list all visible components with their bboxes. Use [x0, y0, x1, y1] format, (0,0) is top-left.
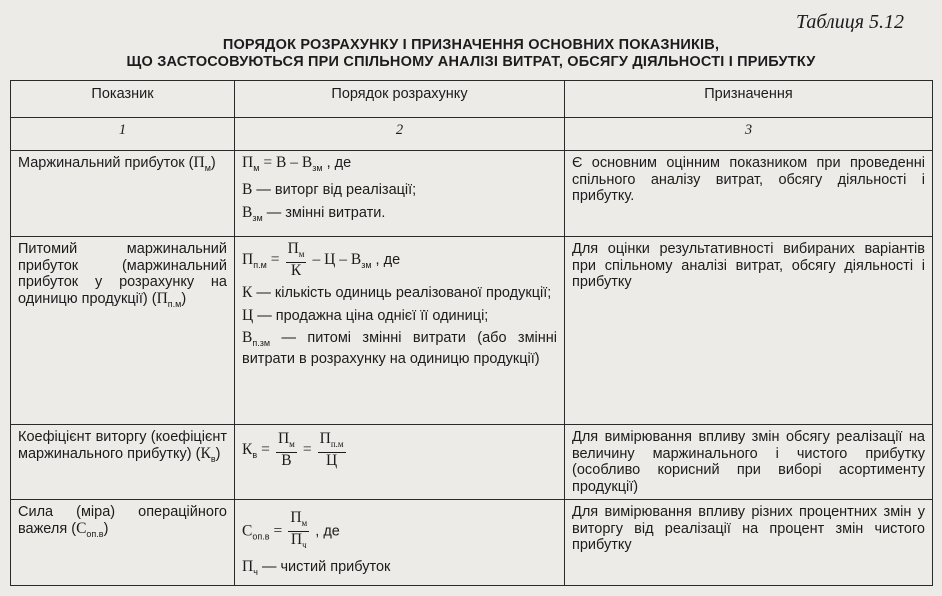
col-index-3: 3 — [565, 118, 933, 151]
def-symbol: К — [242, 284, 253, 302]
fraction-numerator-sub: м — [289, 439, 295, 450]
formula-rest: – Ц – В — [312, 250, 362, 268]
formula-lhs-sub: в — [252, 449, 258, 460]
formula-eq: = — [261, 440, 270, 458]
fraction-numerator-sub: м — [298, 249, 305, 260]
table-caption: Таблиця 5.12 — [796, 11, 904, 33]
indicator-cell: Маржинальний прибуток $(П_м)$ — [11, 151, 235, 237]
calculation-cell — [235, 500, 565, 586]
fraction — [276, 431, 297, 469]
def-text: — виторг від реалізації; — [256, 182, 417, 199]
def-symbol: В — [242, 329, 253, 347]
def-text: — змінні витрати. — [266, 204, 386, 221]
fraction-numerator: П — [287, 240, 299, 257]
indicator-name: Питомий маржинальний прибуток (маржинальний прибуток у розрахунку на одиницю продукції) — [18, 241, 227, 307]
indicator-symbol: П — [193, 154, 205, 171]
formula — [242, 155, 557, 176]
indicator-symbol: К — [200, 444, 211, 462]
fraction — [288, 510, 309, 553]
definition — [242, 285, 557, 302]
def-symbol-sub: зм — [252, 212, 263, 223]
indicator-symbol-sub: в — [210, 453, 216, 464]
definition — [242, 308, 557, 325]
formula-lhs-sub: оп.в — [252, 531, 270, 542]
formula-lhs: П — [242, 250, 254, 268]
table-title-line-2: ЩО ЗАСТОСОВУЮТЬСЯ ПРИ СПІЛЬНОМУ АНАЛІЗІ ВИТРАТ, ОБСЯГУ ДІЯЛЬНОСТІ І ПРИБУТКУ — [126, 54, 816, 70]
formula-eq: = — [273, 522, 283, 540]
def-symbol: В — [242, 181, 253, 199]
formula-rest-sub: зм — [361, 259, 372, 270]
indicator-name: Маржинальний прибуток — [18, 155, 185, 171]
definition — [242, 559, 557, 580]
indicator-symbol-sub: п.м — [167, 298, 182, 309]
formula-lhs: К — [242, 440, 253, 458]
formula-lhs-sub: п.м — [253, 259, 267, 270]
indicator-name: Сила (міра) операційного важеля — [18, 504, 227, 537]
table-row — [11, 425, 933, 500]
indicator-symbol-sub: м — [204, 162, 211, 173]
def-symbol-sub: ч — [253, 567, 258, 578]
fraction-denominator: В — [281, 452, 292, 470]
col-index-1: 1 — [11, 118, 235, 151]
fraction-numerator: П — [277, 430, 290, 447]
def-text: — продажна ціна однієї її одиниці; — [257, 307, 489, 324]
fraction-numerator: П — [290, 509, 302, 526]
formula-rhs-sub: зм — [312, 162, 323, 173]
fraction-denominator: Ц — [326, 452, 338, 470]
formula — [242, 510, 557, 553]
header-calculation: Порядок розрахунку — [235, 81, 565, 118]
formula-lhs: С — [242, 522, 253, 540]
fraction-denominator-sub: ч — [302, 540, 307, 551]
formula-rhs: = В – В — [263, 154, 313, 171]
indicator-symbol-sub: оп.в — [86, 528, 104, 539]
fraction-denominator: П — [290, 531, 303, 549]
fraction-denominator: К — [290, 262, 302, 280]
def-text: — кількість одиниць реалізованої продукції; — [256, 285, 552, 302]
def-symbol-sub: п.зм — [252, 337, 271, 348]
formula-lhs: П — [242, 154, 254, 171]
formula — [242, 431, 557, 469]
indicator-symbol: С — [76, 519, 87, 537]
formula-tail: , де — [315, 523, 340, 540]
formula-eq: = — [270, 250, 280, 268]
definition — [242, 182, 557, 199]
col-index-2: 2 — [235, 118, 565, 151]
formula-tail: , де — [326, 155, 352, 171]
table-title-line-1: ПОРЯДОК РОЗРАХУНКУ І ПРИЗНАЧЕННЯ ОСНОВНИХ ПОКАЗНИКІВ, — [222, 37, 720, 53]
column-index-row — [11, 118, 933, 151]
indicator-cell: Коефіцієнт виторгу (коефіцієнт маржинального прибутку) $(К_в)$ — [11, 425, 235, 500]
table-row — [11, 500, 933, 586]
indicator-symbol: П — [156, 289, 168, 307]
calculation-cell — [235, 425, 565, 500]
fraction-numerator-sub: м — [301, 518, 308, 529]
def-symbol: В — [242, 203, 253, 221]
table-row — [11, 151, 933, 237]
header-indicator: Показник — [11, 81, 235, 118]
indicators-table — [10, 80, 933, 586]
def-symbol: П — [242, 558, 254, 576]
def-text: — питомі змінні витрати (або змінні витрати в розрахунку на одиницю продукції) — [242, 330, 558, 368]
formula-lhs-sub: м — [253, 162, 260, 173]
formula-eq: = — [302, 440, 312, 458]
definition — [242, 330, 557, 368]
formula-tail: , де — [375, 251, 401, 268]
indicator-cell: Питомий маржинальний прибуток (маржинальний прибуток у розрахунку на одиницю продукції) $(П_{п.м})$ — [11, 237, 235, 425]
table-row — [11, 237, 933, 425]
header-row — [11, 81, 933, 118]
indicator-name: Коефіцієнт виторгу (коефіцієнт маржинального прибутку) — [18, 429, 227, 462]
purpose-cell: Є основним оцінним показником при проведенні спільного аналізу витрат, обсягу діяльності і прибутку. — [565, 151, 933, 237]
def-text: — чистий прибуток — [261, 559, 391, 576]
def-symbol: Ц — [242, 306, 254, 324]
fraction — [286, 241, 307, 279]
calculation-cell — [235, 151, 565, 237]
purpose-cell: Для вимірювання впливу різних процентних змін у виторгу від реалізації на процент змін чистого прибутку — [565, 500, 933, 586]
calculation-cell — [235, 237, 565, 425]
purpose-cell: Для оцінки результативності вибираних варіантів при спільному аналізі витрат, обсягу діяльності і прибутку — [565, 237, 933, 425]
purpose-cell: Для вимірювання впливу змін обсягу реалізації на величину маржинального і чистого прибутку (особливо корисний при виборі асортименту продукції) — [565, 425, 933, 500]
fraction-numerator-sub: п.м — [330, 439, 344, 450]
fraction-numerator: П — [319, 430, 331, 447]
indicator-cell: Сила (міра) операційного важеля $(С_{оп.в})$ — [11, 500, 235, 586]
formula — [242, 241, 557, 279]
header-purpose: Призначення — [565, 81, 933, 118]
fraction — [318, 431, 346, 469]
definition — [242, 205, 557, 226]
table-title — [0, 37, 942, 71]
